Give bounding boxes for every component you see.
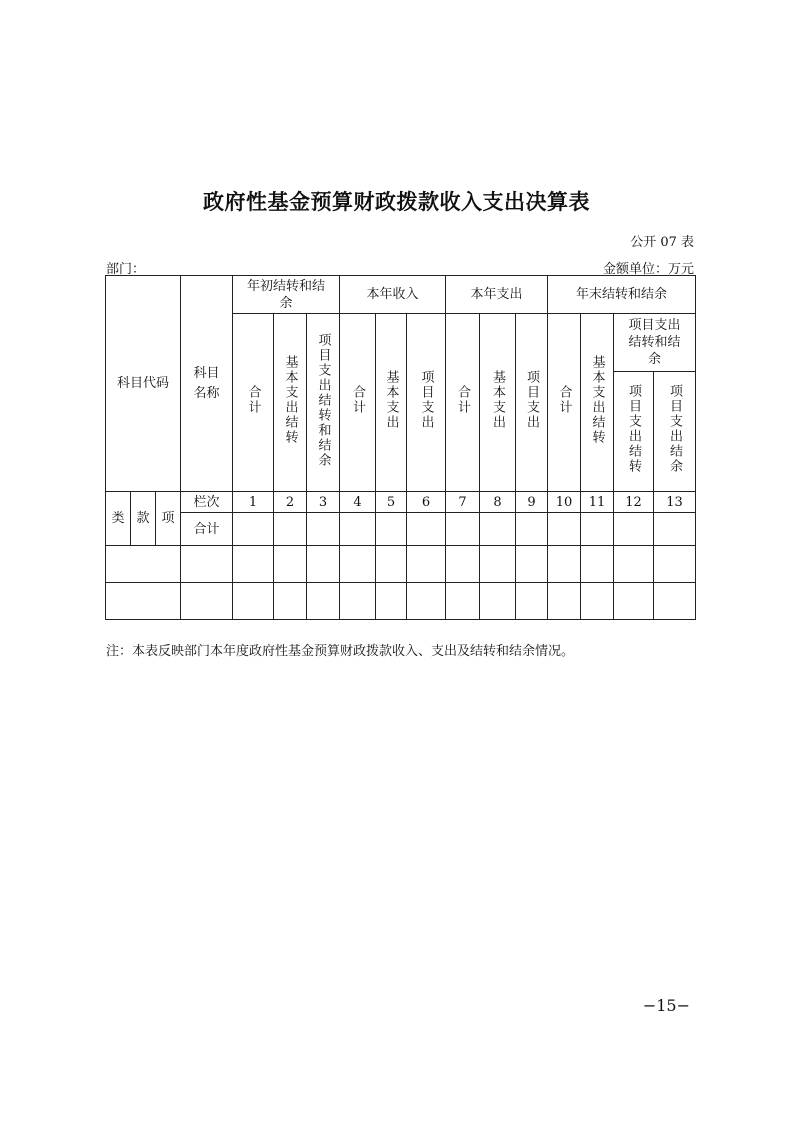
expense-group-header: 本年支出	[446, 276, 548, 314]
table-cell	[274, 513, 307, 546]
column-index: 1	[233, 492, 274, 513]
income-project-header: 项目支出	[407, 314, 446, 492]
column-index: 2	[274, 492, 307, 513]
income-basic-header: 基本支出	[376, 314, 407, 492]
table-cell	[581, 513, 614, 546]
end-total-header: 合计	[548, 314, 581, 492]
column-index: 10	[548, 492, 581, 513]
page-title: 政府性基金预算财政拨款收入支出决算表	[203, 190, 590, 214]
code-item-header: 项	[156, 492, 181, 546]
end-project-group-header: 项目支出结转和结余	[614, 314, 696, 372]
table-cell	[274, 583, 307, 620]
table-cell	[548, 546, 581, 583]
expense-project-header: 项目支出	[516, 314, 548, 492]
table-cell	[654, 583, 696, 620]
table-cell	[307, 513, 340, 546]
table-cell	[233, 546, 274, 583]
table-cell	[106, 546, 181, 583]
column-index: 4	[340, 492, 376, 513]
page-number: −15−	[642, 996, 690, 1015]
table-cell	[446, 513, 480, 546]
expense-basic-header: 基本支出	[480, 314, 516, 492]
table-row	[106, 513, 696, 546]
table-cell	[274, 546, 307, 583]
column-index: 7	[446, 492, 480, 513]
column-index: 12	[614, 492, 654, 513]
code-kuan-header: 款	[131, 492, 156, 546]
end-balance-group-header: 年末结转和结余	[548, 276, 696, 314]
table-cell	[181, 583, 233, 620]
expense-total-header: 合计	[446, 314, 480, 492]
table-cell	[516, 546, 548, 583]
table-cell	[480, 513, 516, 546]
table-cell	[407, 583, 446, 620]
table-cell	[548, 513, 581, 546]
table-cell	[407, 546, 446, 583]
column-index: 8	[480, 492, 516, 513]
table-cell	[516, 513, 548, 546]
column-index: 5	[376, 492, 407, 513]
table-cell	[376, 583, 407, 620]
table-cell	[340, 513, 376, 546]
table-cell	[480, 546, 516, 583]
table-cell	[340, 546, 376, 583]
table-cell	[307, 583, 340, 620]
row-index-label: 栏次	[181, 492, 233, 513]
table-cell	[376, 546, 407, 583]
column-index: 11	[581, 492, 614, 513]
table-cell	[480, 583, 516, 620]
table-cell	[581, 583, 614, 620]
amount-unit-label: 金额单位：万元	[602, 262, 694, 277]
table-cell	[614, 583, 654, 620]
row-total-label: 合计	[181, 513, 233, 546]
form-number: 公开 07 表	[630, 235, 694, 250]
column-index: 6	[407, 492, 446, 513]
table-cell	[376, 513, 407, 546]
table-note: 注：本表反映部门本年度政府性基金预算财政拨款收入、支出及结转和结余情况。	[106, 644, 575, 659]
begin-project-header: 项目支出结转和结余	[307, 314, 340, 492]
settlement-table	[105, 275, 696, 620]
table-cell	[614, 546, 654, 583]
column-index: 3	[307, 492, 340, 513]
table-cell	[307, 546, 340, 583]
table-cell	[446, 583, 480, 620]
income-total-header: 合计	[340, 314, 376, 492]
code-class-header: 类	[106, 492, 131, 546]
table-cell	[233, 513, 274, 546]
table-cell	[614, 513, 654, 546]
column-index: 9	[516, 492, 548, 513]
income-group-header: 本年收入	[340, 276, 446, 314]
end-project-surplus-header: 项目支出结余	[654, 372, 696, 492]
begin-total-header: 合计	[233, 314, 274, 492]
end-basic-carry-header: 基本支出结转	[581, 314, 614, 492]
table-cell	[516, 583, 548, 620]
table-cell	[446, 546, 480, 583]
table-cell	[407, 513, 446, 546]
begin-balance-group-header: 年初结转和结余	[233, 276, 340, 314]
column-index: 13	[654, 492, 696, 513]
table-cell	[548, 583, 581, 620]
table-cell	[654, 546, 696, 583]
table-cell	[233, 583, 274, 620]
begin-basic-carry-header: 基本支出结转	[274, 314, 307, 492]
table-cell	[581, 546, 614, 583]
table-row	[106, 546, 696, 583]
end-project-carry-header: 项目支出结转	[614, 372, 654, 492]
table-cell	[340, 583, 376, 620]
table-cell	[106, 583, 181, 620]
table-cell	[181, 546, 233, 583]
table-row	[106, 583, 696, 620]
table-cell	[654, 513, 696, 546]
subject-code-header: 科目代码	[106, 276, 181, 492]
subject-name-header: 科目名称	[181, 276, 233, 492]
department-label: 部门：	[106, 262, 146, 277]
